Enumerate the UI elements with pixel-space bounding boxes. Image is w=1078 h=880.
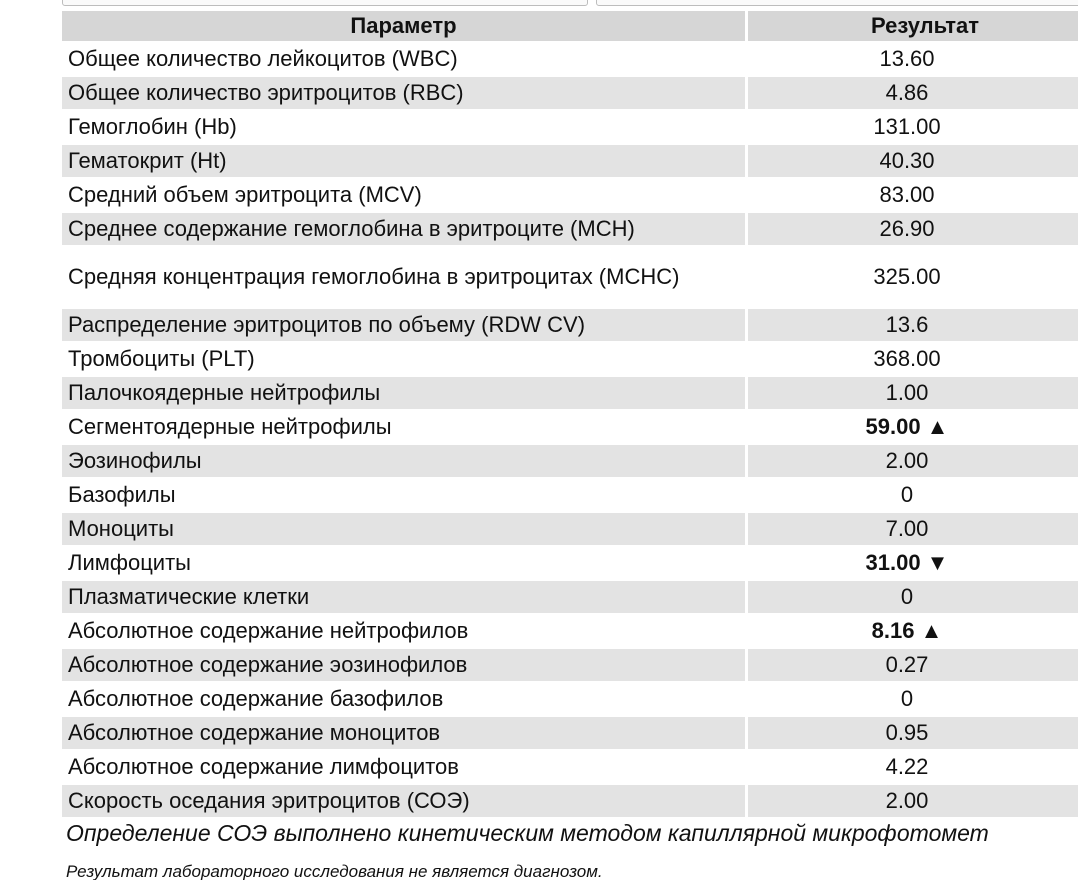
param-cell: Лимфоциты (62, 547, 748, 579)
result-cell: 0 (900, 482, 914, 507)
result-cell: 8.16 ▲ (871, 618, 943, 643)
param-cell: Гематокрит (Ht) (62, 145, 748, 177)
top-toolbar-strip (62, 0, 1078, 6)
header-result: Результат (748, 11, 1078, 41)
table-row (62, 179, 1078, 211)
result-cell: 1.00 (748, 377, 1078, 409)
param-cell: Гемоглобин (Hb) (62, 111, 748, 143)
table-row (62, 111, 1078, 143)
param-cell: Среднее содержание гемоглобина в эритроците (MCH) (62, 213, 748, 245)
table-row (62, 649, 1078, 681)
param-cell: Общее количество эритроцитов (RBC) (62, 77, 748, 109)
method-note: Определение СОЭ выполнено кинетическим методом капиллярной микрофотомет (66, 820, 989, 846)
param-cell: Средний объем эритроцита (MCV) (62, 179, 748, 211)
result-cell: 13.6 (748, 309, 1078, 341)
result-cell: 40.30 (748, 145, 1078, 177)
result-cell: 13.60 (879, 46, 935, 71)
table-row (62, 479, 1078, 511)
param-cell: Тромбоциты (PLT) (62, 343, 748, 375)
table-row (62, 213, 1078, 245)
param-cell: Средняя концентрация гемоглобина в эритроцитах (MCHC) (62, 247, 748, 307)
table-row (62, 751, 1078, 783)
param-cell: Эозинофилы (62, 445, 748, 477)
result-cell: 325.00 (873, 264, 941, 289)
param-cell: Абсолютное содержание базофилов (62, 683, 748, 715)
table-row (62, 683, 1078, 715)
table-row (62, 247, 1078, 307)
table-row (62, 145, 1078, 177)
result-cell: 368.00 (873, 346, 941, 371)
result-cell: 0.27 (748, 649, 1078, 681)
table-body (62, 43, 1078, 817)
result-cell: 59.00 ▲ (865, 414, 949, 439)
result-cell: 0 (900, 686, 914, 711)
top-field-right (596, 0, 1078, 6)
table-header-row (62, 11, 1078, 41)
header-param: Параметр (62, 11, 748, 41)
table-row (62, 411, 1078, 443)
table-row (62, 717, 1078, 749)
table-row (62, 581, 1078, 613)
table-row (62, 547, 1078, 579)
table-row (62, 309, 1078, 341)
table-row (62, 377, 1078, 409)
param-cell: Сегментоядерные нейтрофилы (62, 411, 748, 443)
param-cell: Плазматические клетки (62, 581, 748, 613)
param-cell: Абсолютное содержание нейтрофилов (62, 615, 748, 647)
param-cell: Скорость оседания эритроцитов (СОЭ) (62, 785, 748, 817)
table-row (62, 43, 1078, 75)
param-cell: Абсолютное содержание эозинофилов (62, 649, 748, 681)
top-field-left (62, 0, 588, 6)
result-cell: 31.00 ▼ (865, 550, 949, 575)
results-table (62, 9, 1078, 819)
table-row (62, 615, 1078, 647)
param-cell: Моноциты (62, 513, 748, 545)
table-row (62, 77, 1078, 109)
param-cell: Абсолютное содержание лимфоцитов (62, 751, 748, 783)
result-cell: 0 (748, 581, 1078, 613)
param-cell: Общее количество лейкоцитов (WBC) (62, 43, 748, 75)
result-cell: 4.22 (885, 754, 929, 779)
disclaimer-text: Результат лабораторного исследования не является диагнозом. (66, 862, 603, 880)
result-cell: 26.90 (748, 213, 1078, 245)
result-cell: 2.00 (748, 785, 1078, 817)
result-cell: 2.00 (748, 445, 1078, 477)
param-cell: Распределение эритроцитов по объему (RDW CV) (62, 309, 748, 341)
result-cell: 0.95 (748, 717, 1078, 749)
result-cell: 83.00 (879, 182, 935, 207)
table-row (62, 513, 1078, 545)
param-cell: Палочкоядерные нейтрофилы (62, 377, 748, 409)
result-cell: 7.00 (748, 513, 1078, 545)
result-cell: 4.86 (748, 77, 1078, 109)
param-cell: Абсолютное содержание моноцитов (62, 717, 748, 749)
result-cell: 131.00 (873, 114, 941, 139)
param-cell: Базофилы (62, 479, 748, 511)
table-row (62, 785, 1078, 817)
table-row (62, 343, 1078, 375)
table-row (62, 445, 1078, 477)
